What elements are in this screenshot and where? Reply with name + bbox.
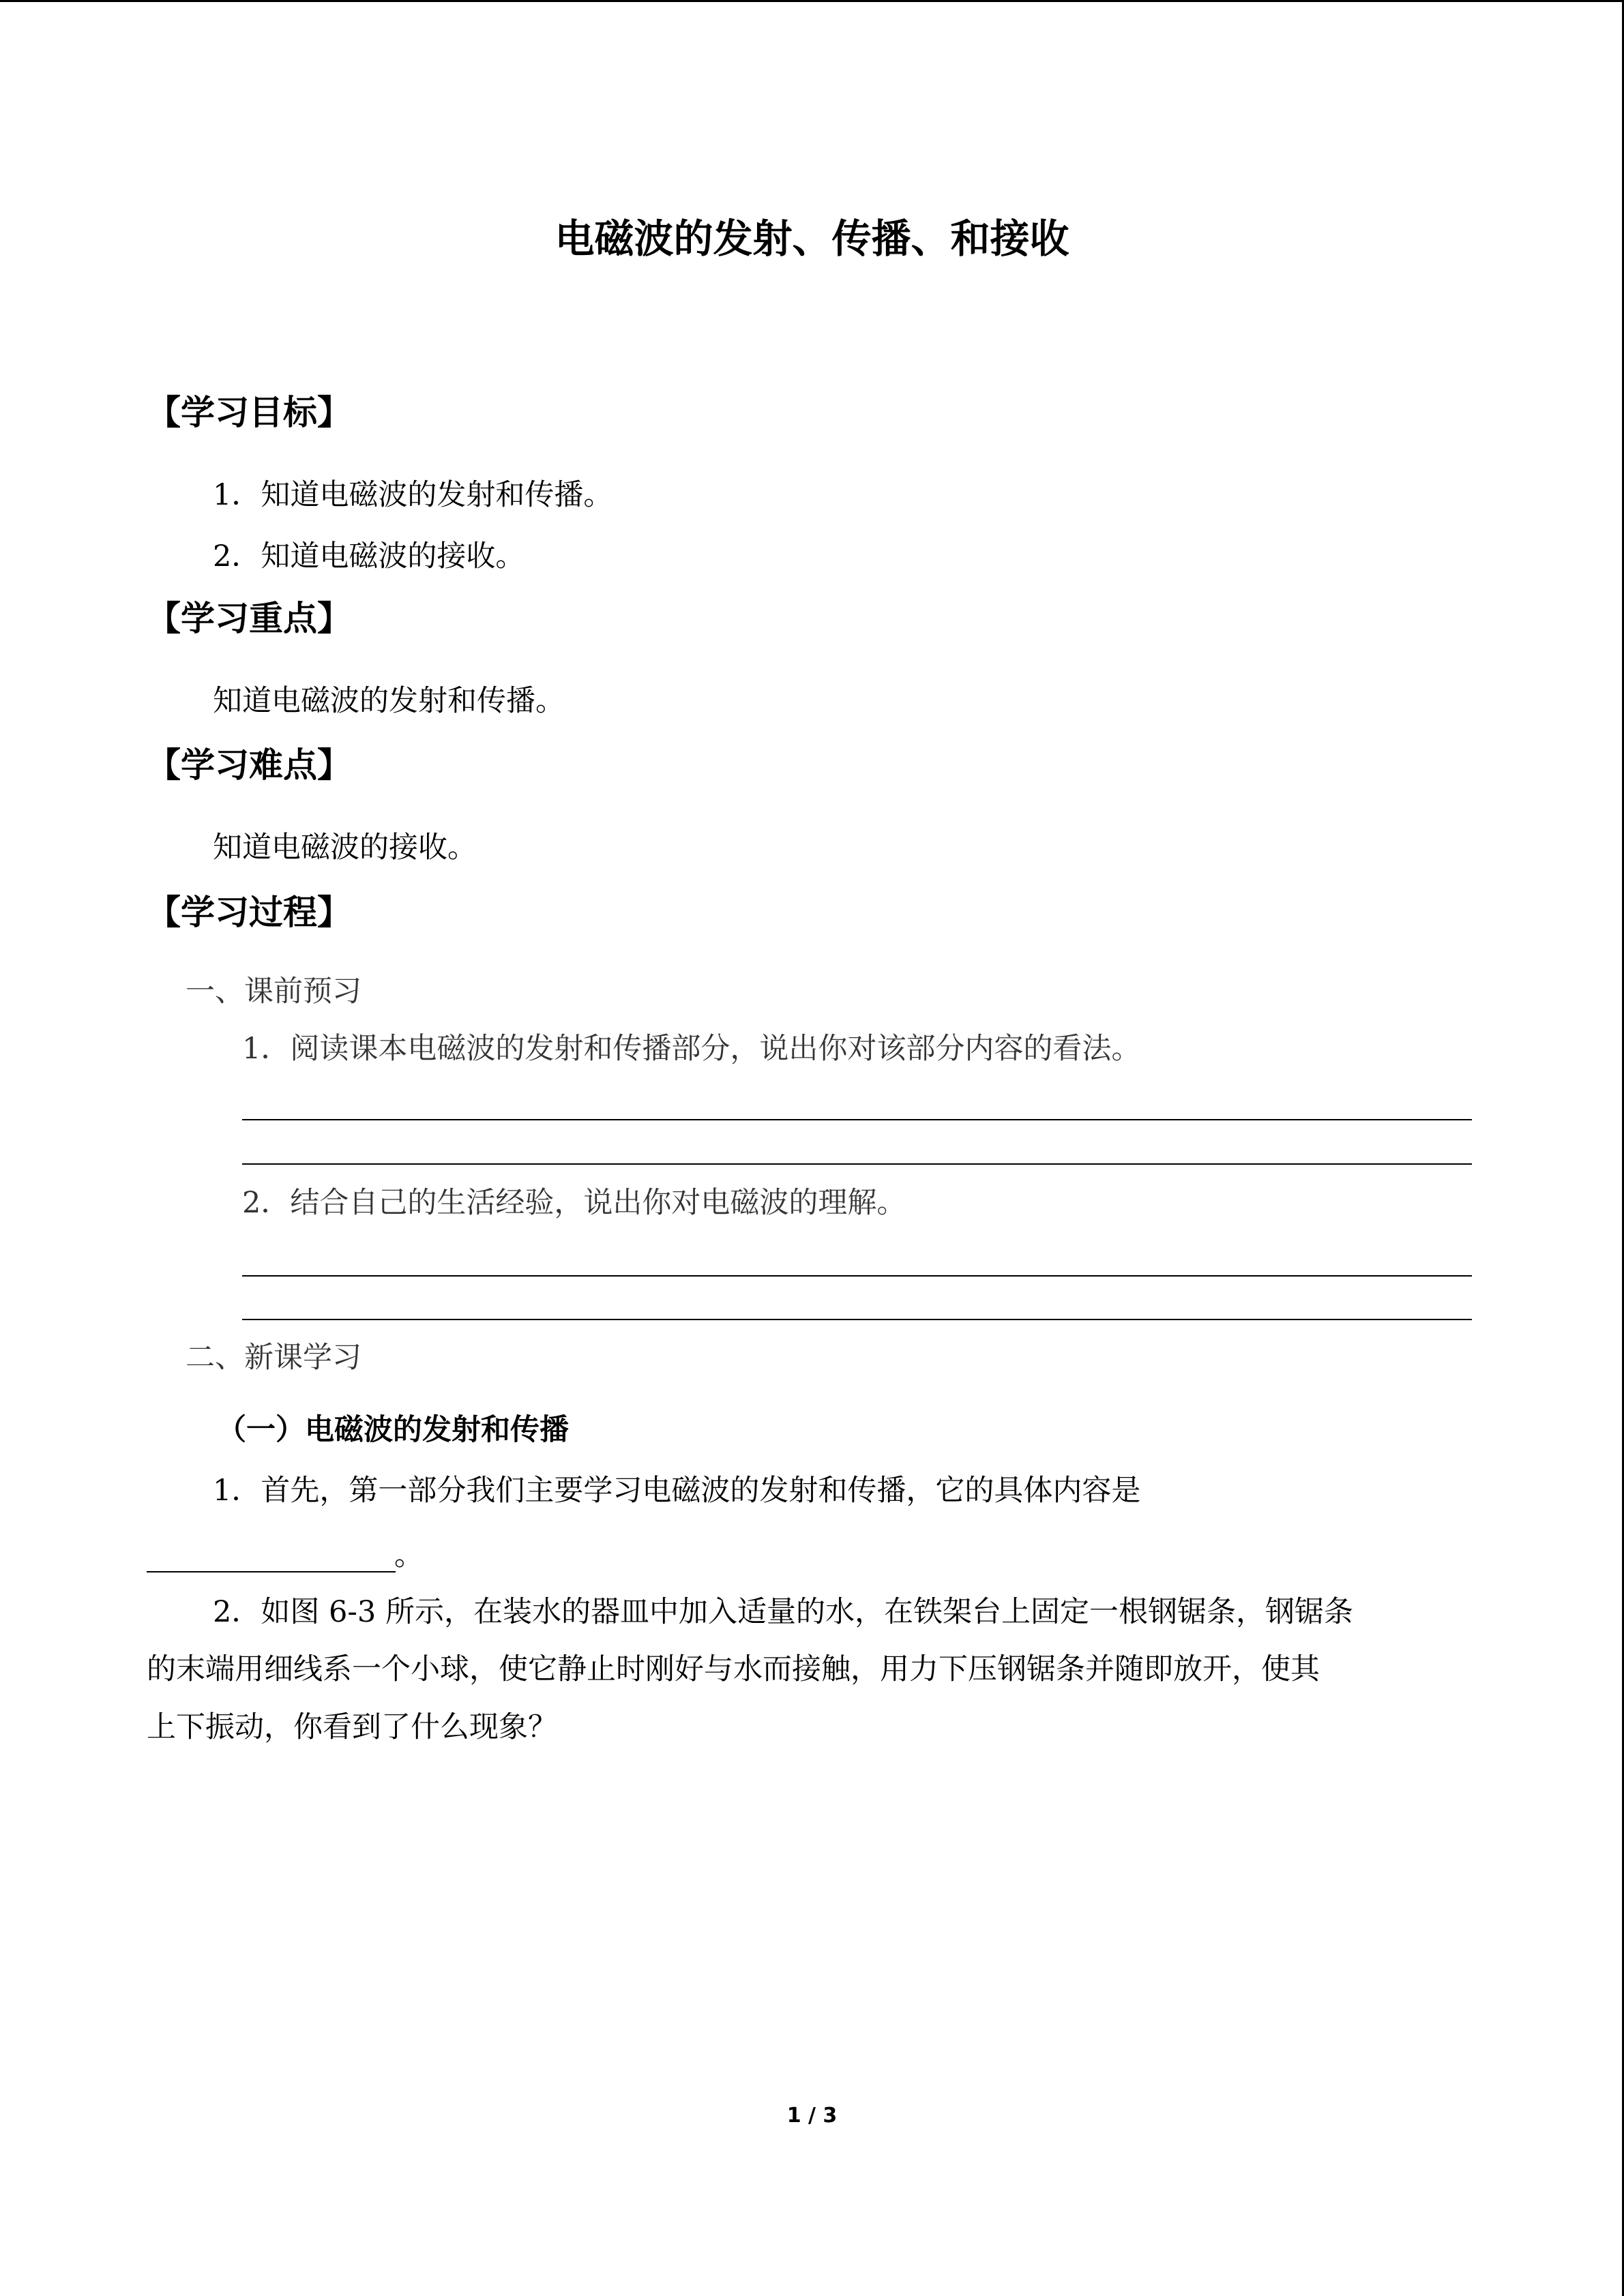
preview-question-2: 2．结合自己的生活经验，说出你对电磁波的理解。 xyxy=(242,1186,906,1220)
fill-in-blank xyxy=(147,1571,396,1572)
item-1-line-1: 1．首先，第一部分我们主要学习电磁波的发射和传播，它的具体内容是 xyxy=(213,1474,1141,1508)
objectives-heading: 【学习目标】 xyxy=(147,393,351,432)
answer-line-1 xyxy=(242,1119,1472,1120)
difficulties-text: 知道电磁波的接收。 xyxy=(213,831,477,865)
item-2-line-2: 的末端用细线系一个小球，使它静止时刚好与水而接触，用力下压钢锯条并随即放开，使其 xyxy=(147,1652,1320,1686)
answer-line-3 xyxy=(242,1275,1472,1277)
item-1-end: 。 xyxy=(394,1538,424,1572)
preview-label: 一、课前预习 xyxy=(186,974,361,1009)
key-points-heading: 【学习重点】 xyxy=(147,599,351,638)
process-heading: 【学习过程】 xyxy=(147,893,351,932)
difficulties-heading: 【学习难点】 xyxy=(147,745,351,785)
objective-item-1: 1．知道电磁波的发射和传播。 xyxy=(213,478,613,512)
section-1-title: （一）电磁波的发射和传播 xyxy=(217,1413,569,1447)
item-2-line-3: 上下振动，你看到了什么现象？ xyxy=(147,1710,557,1744)
key-points-text: 知道电磁波的发射和传播。 xyxy=(213,684,565,718)
objective-item-2: 2．知道电磁波的接收。 xyxy=(213,539,525,573)
answer-line-2 xyxy=(242,1163,1472,1165)
preview-question-1: 1．阅读课本电磁波的发射和传播部分，说出你对该部分内容的看法。 xyxy=(242,1032,1141,1066)
answer-line-4 xyxy=(242,1319,1472,1320)
new-lesson-label: 二、新课学习 xyxy=(186,1341,361,1375)
page-number: 1 / 3 xyxy=(786,2104,838,2128)
page-border-top xyxy=(0,0,1624,2)
page-title: 电磁波的发射、传播、和接收 xyxy=(555,215,1069,262)
item-2-line-1: 2．如图 6-3 所示，在装水的器皿中加入适量的水，在铁架台上固定一根钢锯条，钢锯条 xyxy=(213,1595,1353,1629)
